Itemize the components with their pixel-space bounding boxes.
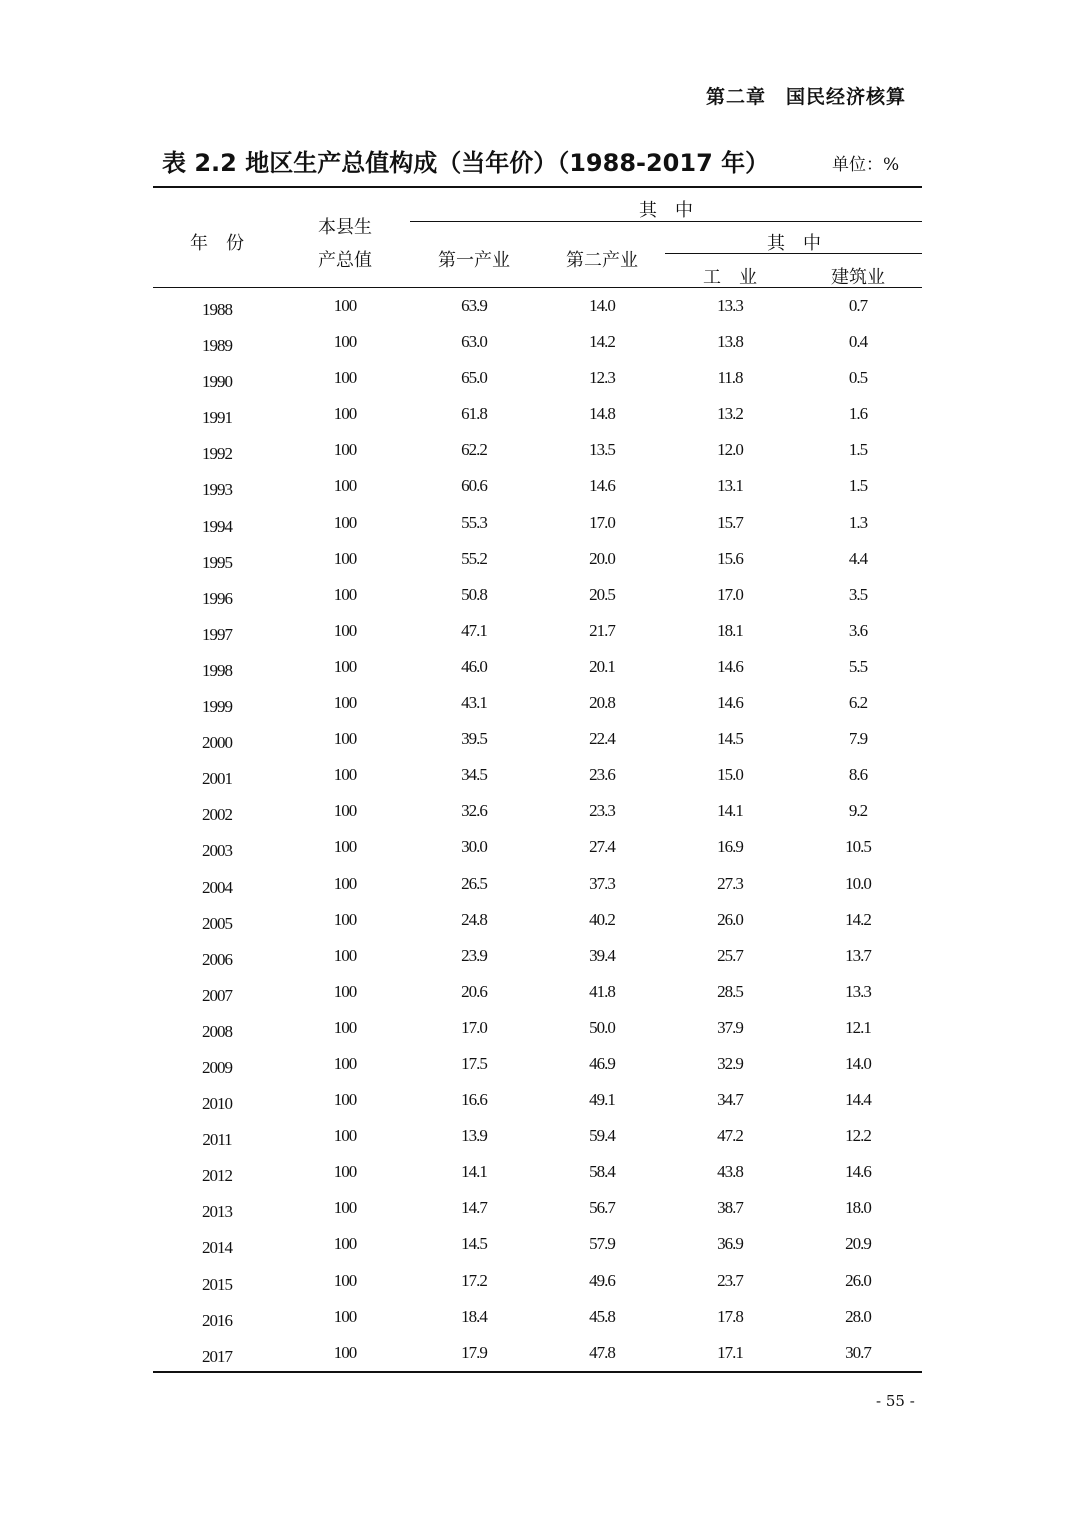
table-row bbox=[153, 829, 922, 865]
table-row bbox=[153, 1226, 922, 1262]
bottom-rule bbox=[153, 1371, 922, 1373]
cell-industry: 37.9 bbox=[717, 1017, 743, 1037]
table-row bbox=[153, 1335, 922, 1371]
cell-gdp: 100 bbox=[333, 512, 357, 532]
cell-gdp: 100 bbox=[333, 801, 357, 821]
cell-secondary: 49.1 bbox=[589, 1090, 615, 1110]
cell-construction: 7.9 bbox=[848, 729, 868, 749]
cell-year: 2001 bbox=[202, 769, 232, 789]
cell-industry: 15.6 bbox=[717, 548, 743, 568]
unit-label: 单位：% bbox=[832, 155, 900, 175]
cell-secondary: 20.0 bbox=[589, 548, 615, 568]
table-row bbox=[153, 288, 922, 324]
cell-year: 2000 bbox=[202, 733, 232, 753]
cell-industry: 16.9 bbox=[717, 837, 743, 857]
cell-year: 1995 bbox=[202, 552, 232, 572]
cell-industry: 15.7 bbox=[717, 512, 743, 532]
cell-primary: 62.2 bbox=[461, 440, 487, 460]
cell-gdp: 100 bbox=[333, 981, 357, 1001]
cell-primary: 55.2 bbox=[461, 548, 487, 568]
cell-gdp: 100 bbox=[333, 909, 357, 929]
cell-year: 1988 bbox=[202, 300, 232, 319]
cell-year: 2008 bbox=[202, 1021, 232, 1041]
cell-construction: 3.5 bbox=[848, 584, 868, 604]
table-row bbox=[153, 793, 922, 829]
cell-primary: 47.1 bbox=[461, 620, 487, 640]
cell-gdp: 100 bbox=[333, 1090, 357, 1110]
cell-industry: 38.7 bbox=[717, 1198, 743, 1218]
cell-year: 2010 bbox=[202, 1094, 232, 1114]
cell-gdp: 100 bbox=[333, 693, 357, 713]
cell-secondary: 13.5 bbox=[589, 440, 615, 460]
cell-gdp: 100 bbox=[333, 548, 357, 568]
cell-gdp: 100 bbox=[333, 1162, 357, 1182]
cell-secondary: 40.2 bbox=[589, 909, 615, 929]
cell-construction: 26.0 bbox=[845, 1270, 871, 1290]
cell-construction: 3.6 bbox=[848, 620, 868, 640]
cell-secondary: 12.3 bbox=[589, 368, 615, 388]
cell-construction: 1.5 bbox=[848, 476, 868, 496]
cell-year: 2017 bbox=[202, 1346, 232, 1366]
table-row bbox=[153, 1263, 922, 1299]
table-row bbox=[153, 613, 922, 649]
table-row bbox=[153, 432, 922, 468]
cell-construction: 18.0 bbox=[845, 1198, 871, 1218]
cell-secondary: 23.6 bbox=[589, 765, 615, 785]
cell-industry: 12.0 bbox=[717, 440, 743, 460]
cell-secondary: 50.0 bbox=[589, 1017, 615, 1037]
cell-primary: 14.1 bbox=[461, 1162, 487, 1182]
cell-year: 2015 bbox=[202, 1274, 232, 1294]
cell-secondary: 20.5 bbox=[589, 584, 615, 604]
cell-gdp: 100 bbox=[333, 584, 357, 604]
cell-construction: 9.2 bbox=[848, 801, 868, 821]
cell-year: 2009 bbox=[202, 1057, 232, 1077]
cell-industry: 14.6 bbox=[717, 656, 743, 676]
cell-industry: 17.0 bbox=[717, 584, 743, 604]
cell-industry: 23.7 bbox=[717, 1270, 743, 1290]
cell-industry: 17.8 bbox=[717, 1306, 743, 1326]
page-number: - 55 - bbox=[876, 1392, 915, 1410]
cell-year: 2006 bbox=[202, 949, 232, 969]
col-header-primary: 第一产业 bbox=[438, 250, 510, 271]
cell-primary: 24.8 bbox=[461, 909, 487, 929]
cell-year: 1997 bbox=[202, 624, 232, 644]
cell-construction: 0.7 bbox=[848, 296, 868, 315]
cell-secondary: 22.4 bbox=[589, 729, 615, 749]
cell-industry: 32.9 bbox=[717, 1053, 743, 1073]
cell-year: 2016 bbox=[202, 1310, 232, 1330]
cell-gdp: 100 bbox=[333, 404, 357, 424]
cell-primary: 14.7 bbox=[461, 1198, 487, 1218]
cell-primary: 63.0 bbox=[461, 332, 487, 352]
cell-primary: 60.6 bbox=[461, 476, 487, 496]
cell-secondary: 21.7 bbox=[589, 620, 615, 640]
cell-industry: 34.7 bbox=[717, 1090, 743, 1110]
cell-secondary: 59.4 bbox=[589, 1126, 615, 1146]
cell-year: 2013 bbox=[202, 1202, 232, 1222]
cell-secondary: 58.4 bbox=[589, 1162, 615, 1182]
table-row bbox=[153, 649, 922, 685]
cell-construction: 0.4 bbox=[848, 332, 868, 352]
table-row bbox=[153, 1010, 922, 1046]
col-header-year: 年 份 bbox=[190, 233, 244, 254]
table-row bbox=[153, 757, 922, 793]
cell-year: 2014 bbox=[202, 1238, 232, 1258]
cell-gdp: 100 bbox=[333, 1342, 357, 1362]
cell-primary: 17.9 bbox=[461, 1342, 487, 1362]
cell-gdp: 100 bbox=[333, 1234, 357, 1254]
table-row bbox=[153, 1082, 922, 1118]
cell-year: 1992 bbox=[202, 444, 232, 464]
cell-gdp: 100 bbox=[333, 440, 357, 460]
cell-year: 1999 bbox=[202, 697, 232, 717]
cell-construction: 10.5 bbox=[845, 837, 871, 857]
cell-construction: 14.6 bbox=[845, 1162, 871, 1182]
table-row bbox=[153, 1118, 922, 1154]
cell-year: 1998 bbox=[202, 660, 232, 680]
cell-construction: 8.6 bbox=[848, 765, 868, 785]
cell-secondary: 39.4 bbox=[589, 945, 615, 965]
cell-gdp: 100 bbox=[333, 1198, 357, 1218]
col-header-of-which-sub: 其 中 bbox=[767, 233, 821, 254]
cell-gdp: 100 bbox=[333, 945, 357, 965]
table-row bbox=[153, 577, 922, 613]
col-header-secondary: 第二产业 bbox=[566, 250, 638, 271]
cell-secondary: 45.8 bbox=[589, 1306, 615, 1326]
cell-industry: 14.6 bbox=[717, 693, 743, 713]
cell-year: 1996 bbox=[202, 588, 232, 608]
cell-gdp: 100 bbox=[333, 656, 357, 676]
cell-gdp: 100 bbox=[333, 1270, 357, 1290]
cell-construction: 10.0 bbox=[845, 873, 871, 893]
table-row bbox=[153, 324, 922, 360]
cell-secondary: 20.1 bbox=[589, 656, 615, 676]
cell-industry: 17.1 bbox=[717, 1342, 743, 1362]
cell-year: 2004 bbox=[202, 877, 232, 897]
cell-construction: 14.4 bbox=[845, 1090, 871, 1110]
cell-year: 1991 bbox=[202, 408, 232, 428]
cell-construction: 20.9 bbox=[845, 1234, 871, 1254]
table-body bbox=[153, 288, 922, 1371]
table-row bbox=[153, 1190, 922, 1226]
cell-primary: 34.5 bbox=[461, 765, 487, 785]
table-title: 表 2.2 地区生产总值构成（当年价）（1988-2017 年） bbox=[162, 149, 770, 177]
cell-primary: 23.9 bbox=[461, 945, 487, 965]
col-header-gdp-line1: 本县生 bbox=[318, 217, 372, 238]
cell-primary: 30.0 bbox=[461, 837, 487, 857]
cell-year: 1994 bbox=[202, 516, 232, 536]
cell-year: 1989 bbox=[202, 336, 232, 356]
cell-industry: 18.1 bbox=[717, 620, 743, 640]
cell-year: 2011 bbox=[202, 1130, 232, 1150]
cell-construction: 28.0 bbox=[845, 1306, 871, 1326]
table-row bbox=[153, 721, 922, 757]
cell-secondary: 14.8 bbox=[589, 404, 615, 424]
cell-gdp: 100 bbox=[333, 368, 357, 388]
cell-primary: 26.5 bbox=[461, 873, 487, 893]
col-header-gdp-line2: 产总值 bbox=[318, 250, 372, 271]
cell-construction: 4.4 bbox=[848, 548, 868, 568]
cell-secondary: 41.8 bbox=[589, 981, 615, 1001]
cell-secondary: 14.0 bbox=[589, 296, 615, 315]
cell-construction: 6.2 bbox=[848, 693, 868, 713]
cell-gdp: 100 bbox=[333, 1053, 357, 1073]
cell-industry: 13.1 bbox=[717, 476, 743, 496]
cell-industry: 14.1 bbox=[717, 801, 743, 821]
table-row bbox=[153, 396, 922, 432]
cell-primary: 17.2 bbox=[461, 1270, 487, 1290]
cell-industry: 15.0 bbox=[717, 765, 743, 785]
cell-secondary: 49.6 bbox=[589, 1270, 615, 1290]
cell-gdp: 100 bbox=[333, 1017, 357, 1037]
cell-primary: 43.1 bbox=[461, 693, 487, 713]
cell-gdp: 100 bbox=[333, 837, 357, 857]
cell-secondary: 14.6 bbox=[589, 476, 615, 496]
cell-primary: 16.6 bbox=[461, 1090, 487, 1110]
table-row bbox=[153, 685, 922, 721]
cell-secondary: 46.9 bbox=[589, 1053, 615, 1073]
cell-primary: 65.0 bbox=[461, 368, 487, 388]
cell-primary: 32.6 bbox=[461, 801, 487, 821]
cell-gdp: 100 bbox=[333, 765, 357, 785]
cell-secondary: 47.8 bbox=[589, 1342, 615, 1362]
cell-industry: 13.8 bbox=[717, 332, 743, 352]
cell-secondary: 27.4 bbox=[589, 837, 615, 857]
cell-secondary: 20.8 bbox=[589, 693, 615, 713]
cell-construction: 5.5 bbox=[848, 656, 868, 676]
cell-primary: 61.8 bbox=[461, 404, 487, 424]
cell-primary: 39.5 bbox=[461, 729, 487, 749]
cell-gdp: 100 bbox=[333, 332, 357, 352]
cell-secondary: 23.3 bbox=[589, 801, 615, 821]
cell-construction: 1.6 bbox=[848, 404, 868, 424]
cell-secondary: 37.3 bbox=[589, 873, 615, 893]
col-header-industry: 工 业 bbox=[703, 267, 757, 288]
table-row bbox=[153, 1299, 922, 1335]
col-header-of-which: 其 中 bbox=[639, 200, 693, 221]
cell-gdp: 100 bbox=[333, 296, 357, 315]
cell-gdp: 100 bbox=[333, 620, 357, 640]
cell-secondary: 17.0 bbox=[589, 512, 615, 532]
cell-secondary: 56.7 bbox=[589, 1198, 615, 1218]
top-rule bbox=[153, 186, 922, 188]
cell-industry: 13.3 bbox=[717, 296, 743, 315]
cell-primary: 14.5 bbox=[461, 1234, 487, 1254]
table-row bbox=[153, 1046, 922, 1082]
cell-year: 1993 bbox=[202, 480, 232, 500]
cell-primary: 17.0 bbox=[461, 1017, 487, 1037]
cell-primary: 46.0 bbox=[461, 656, 487, 676]
cell-construction: 14.0 bbox=[845, 1053, 871, 1073]
cell-industry: 11.8 bbox=[717, 368, 743, 388]
cell-construction: 12.2 bbox=[845, 1126, 871, 1146]
cell-year: 2003 bbox=[202, 841, 232, 861]
table-row bbox=[153, 360, 922, 396]
cell-construction: 1.5 bbox=[848, 440, 868, 460]
cell-gdp: 100 bbox=[333, 873, 357, 893]
cell-gdp: 100 bbox=[333, 1126, 357, 1146]
cell-industry: 14.5 bbox=[717, 729, 743, 749]
cell-year: 2002 bbox=[202, 805, 232, 825]
cell-primary: 63.9 bbox=[461, 296, 487, 315]
cell-industry: 47.2 bbox=[717, 1126, 743, 1146]
cell-year: 2007 bbox=[202, 985, 232, 1005]
cell-industry: 36.9 bbox=[717, 1234, 743, 1254]
table-row bbox=[153, 866, 922, 902]
cell-industry: 27.3 bbox=[717, 873, 743, 893]
cell-year: 2012 bbox=[202, 1166, 232, 1186]
cell-primary: 18.4 bbox=[461, 1306, 487, 1326]
cell-construction: 12.1 bbox=[845, 1017, 871, 1037]
cell-industry: 43.8 bbox=[717, 1162, 743, 1182]
cell-industry: 13.2 bbox=[717, 404, 743, 424]
cell-secondary: 57.9 bbox=[589, 1234, 615, 1254]
cell-industry: 26.0 bbox=[717, 909, 743, 929]
table-row bbox=[153, 902, 922, 938]
cell-gdp: 100 bbox=[333, 1306, 357, 1326]
cell-industry: 25.7 bbox=[717, 945, 743, 965]
cell-construction: 0.5 bbox=[848, 368, 868, 388]
cell-industry: 28.5 bbox=[717, 981, 743, 1001]
table-row bbox=[153, 974, 922, 1010]
table-row bbox=[153, 1154, 922, 1190]
table-row bbox=[153, 541, 922, 577]
cell-construction: 30.7 bbox=[845, 1342, 871, 1362]
cell-year: 1990 bbox=[202, 372, 232, 392]
cell-primary: 20.6 bbox=[461, 981, 487, 1001]
cell-construction: 14.2 bbox=[845, 909, 871, 929]
cell-gdp: 100 bbox=[333, 729, 357, 749]
cell-secondary: 14.2 bbox=[589, 332, 615, 352]
col-header-construction: 建筑业 bbox=[831, 267, 885, 288]
cell-year: 2005 bbox=[202, 913, 232, 933]
cell-primary: 13.9 bbox=[461, 1126, 487, 1146]
chapter-header: 第二章 国民经济核算 bbox=[705, 86, 906, 108]
cell-primary: 50.8 bbox=[461, 584, 487, 604]
cell-construction: 13.7 bbox=[845, 945, 871, 965]
table-row bbox=[153, 938, 922, 974]
cell-construction: 1.3 bbox=[848, 512, 868, 532]
cell-gdp: 100 bbox=[333, 476, 357, 496]
cell-construction: 13.3 bbox=[845, 981, 871, 1001]
cell-primary: 55.3 bbox=[461, 512, 487, 532]
table-row bbox=[153, 468, 922, 504]
cell-primary: 17.5 bbox=[461, 1053, 487, 1073]
table-row bbox=[153, 505, 922, 541]
